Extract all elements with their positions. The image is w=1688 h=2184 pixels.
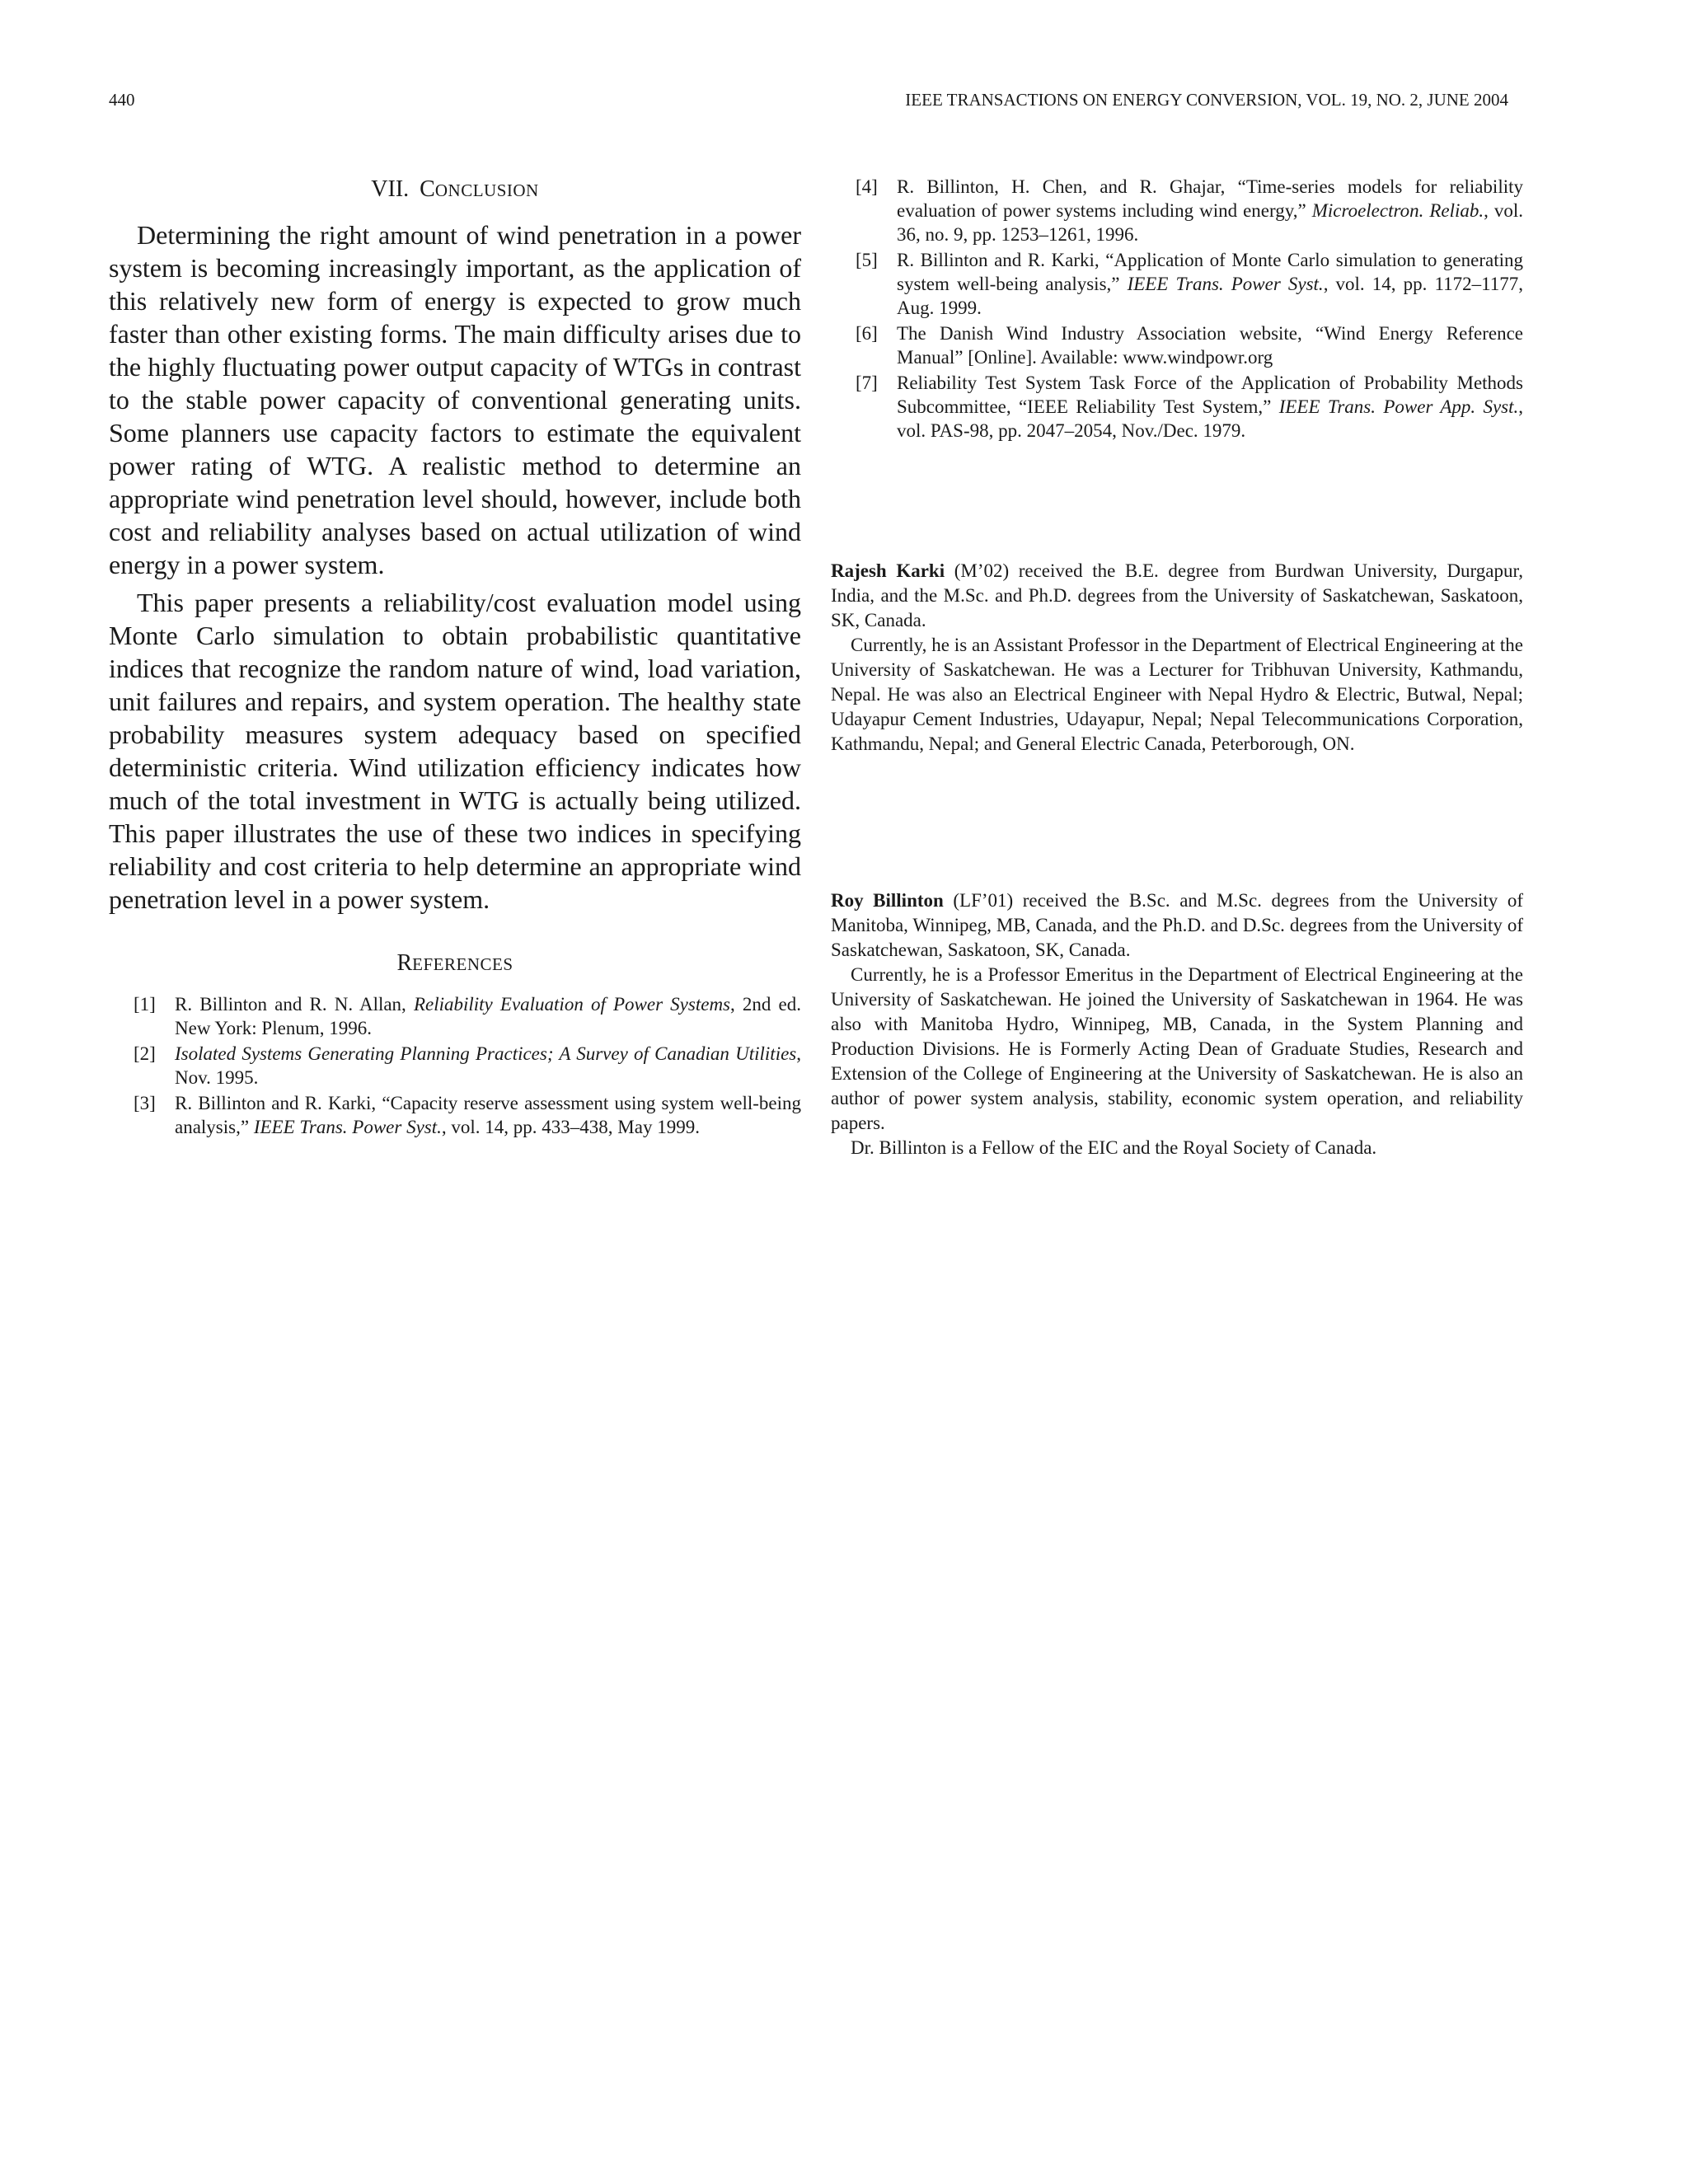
reference-text: Reliability Test System Task Force of the Application of Probability Methods Subcommittee, “IEEE Reliability Test System,”: [897, 373, 1523, 417]
bio-paragraph: Currently, he is a Professor Emeritus in the Department of Electrical Engineering at the University of Saskatchewan. He joined the University of Saskatchewan in 1964. He was also with Manitoba Hydro, Winnipeg, MB, Canada, in the System Planning and Production Divisions. He is Formerly Acting Dean of Graduate Studies, Research and Extension of the College of Engineering at the University of Saskatchewan. He is also an author of power system analysis, stability, economic system operation, and reliability papers.: [831, 964, 1523, 1133]
journal-header: IEEE TRANSACTIONS ON ENERGY CONVERSION, VOL. 19, NO. 2, JUNE 2004: [905, 90, 1508, 110]
reference-number: [3]: [134, 1093, 156, 1113]
reference-text: , vol. 14, pp. 1172–1177, Aug. 1999.: [897, 274, 1523, 318]
bio-intro: [831, 559, 1523, 633]
references-title-rest: EFERENCES: [412, 954, 513, 974]
reference-item: [831, 175, 1523, 246]
bio-paragraph: Dr. Billinton is a Fellow of the EIC and the Royal Society of Canada.: [851, 1137, 1377, 1158]
reference-text: R. Billinton and R. N. Allan,: [175, 994, 414, 1015]
page-number: 440: [109, 90, 135, 110]
reference-number: [5]: [856, 250, 878, 270]
reference-number: [4]: [856, 176, 878, 197]
reference-title: Isolated Systems Generating Planning Practices; A Survey of Canadian Utilities: [175, 1043, 797, 1064]
reference-text: , vol. PAS-98, pp. 2047–2054, Nov./Dec. 1979.: [897, 396, 1523, 441]
reference-title: Microelectron. Reliab.: [1311, 200, 1484, 221]
reference-text: , Nov. 1995.: [175, 1043, 801, 1088]
reference-text: , 2nd ed. New York: Plenum, 1996.: [175, 994, 801, 1038]
reference-item: [109, 992, 801, 1040]
conclusion-paragraph-2: This paper presents a reliability/cost evaluation model using Monte Carlo simulation to obtain probabilistic quantitative indices that recognize the random nature of wind, load variation, unit failures and repairs, and system operation. The healthy state probability measures system adequacy based on specified deterministic criteria. Wind utilization efficiency indicates how much of the total investment in WTG is actually being utilized. This paper illustrates the use of these two indices in specifying reliability and cost criteria to help determine an appropriate wind penetration level in a power system.: [109, 588, 801, 914]
section-numeral: VII.: [371, 176, 410, 202]
reference-item: [831, 321, 1523, 369]
reference-title: Reliability Evaluation of Power Systems: [413, 994, 730, 1015]
reference-item: [831, 248, 1523, 320]
author-name: Rajesh Karki: [831, 560, 945, 581]
reference-text: R. Billinton and R. Karki, “Capacity reserve assessment using system well-being analysis,”: [175, 1093, 801, 1137]
reference-number: [2]: [134, 1043, 156, 1064]
reference-text: R. Billinton, H. Chen, and R. Ghajar, “Time-series models for reliability evaluation of power systems including wind energy,”: [897, 176, 1523, 221]
author-bio-karki: [831, 559, 1523, 757]
reference-item: [109, 1042, 801, 1090]
references-title-cap: R: [396, 950, 413, 976]
author-name: Roy Billinton: [831, 890, 944, 911]
reference-item: [831, 371, 1523, 443]
right-column: [831, 175, 1523, 1158]
left-column: [109, 175, 801, 1141]
conclusion-paragraph-1: Determining the right amount of wind penetration in a power system is becoming increasingly important, as the application of this relatively new form of energy is expected to grow much faster than other existing forms. The main difficulty arises due to the highly fluctuating power output capacity of WTGs in contrast to the stable power capacity of conventional generating units. Some planners use capacity factors to estimate the equivalent power rating of WTG. A realistic method to determine an appropriate wind penetration level should, however, include both cost and reliability analyses based on actual utilization of wind energy in a power system.: [109, 220, 801, 579]
bio-intro: [831, 888, 1523, 963]
reference-text: , vol. 14, pp. 433–438, May 1999.: [441, 1117, 700, 1137]
reference-text: , vol. 36, no. 9, pp. 1253–1261, 1996.: [897, 200, 1523, 245]
bio-intro-text: (M’02) received the B.E. degree from Burdwan University, Durgapur, India, and the M.Sc. and Ph.D. degrees from the University of Saskatchewan, Saskatoon, SK, Canada.: [831, 560, 1523, 630]
reference-number: [7]: [856, 373, 878, 393]
reference-number: [1]: [134, 994, 156, 1015]
reference-title: IEEE Trans. Power Syst.: [253, 1117, 442, 1137]
reference-text: R. Billinton and R. Karki, “Application of Monte Carlo simulation to generating system well-being analysis,”: [897, 250, 1523, 294]
conclusion-heading: [109, 175, 801, 205]
bio-intro-text: (LF’01) received the B.Sc. and M.Sc. degrees from the University of Manitoba, Winnipeg, MB, Canada, and the Ph.D. and D.Sc. degrees from the University of Saskatchewan, Saskatoon, SK, Canada.: [831, 890, 1523, 960]
reference-number: [6]: [856, 323, 878, 344]
reference-title: IEEE Trans. Power App. Syst.: [1278, 396, 1519, 417]
reference-text: The Danish Wind Industry Association website, “Wind Energy Reference Manual” [Online]. Available: www.windpowr.org: [897, 323, 1523, 368]
reference-item: [109, 1091, 801, 1139]
author-bio-billinton: [831, 888, 1523, 1160]
section-title-cap: C: [420, 176, 435, 202]
reference-title: IEEE Trans. Power Syst.: [1127, 274, 1324, 294]
section-title-rest: ONCLUSION: [434, 180, 539, 200]
bio-paragraph: Currently, he is an Assistant Professor in the Department of Electrical Engineering at the University of Saskatchewan. He was a Lecturer for Tribhuvan University, Kathmandu, Nepal. He was also an Electrical Engineer with Nepal Hydro & Electric, Butwal, Nepal; Udayapur Cement Industries, Udayapur, Nepal; Nepal Telecommunications Corporation, Kathmandu, Nepal; and General Electric Canada, Peterborough, ON.: [831, 635, 1523, 754]
references-heading: [109, 949, 801, 979]
